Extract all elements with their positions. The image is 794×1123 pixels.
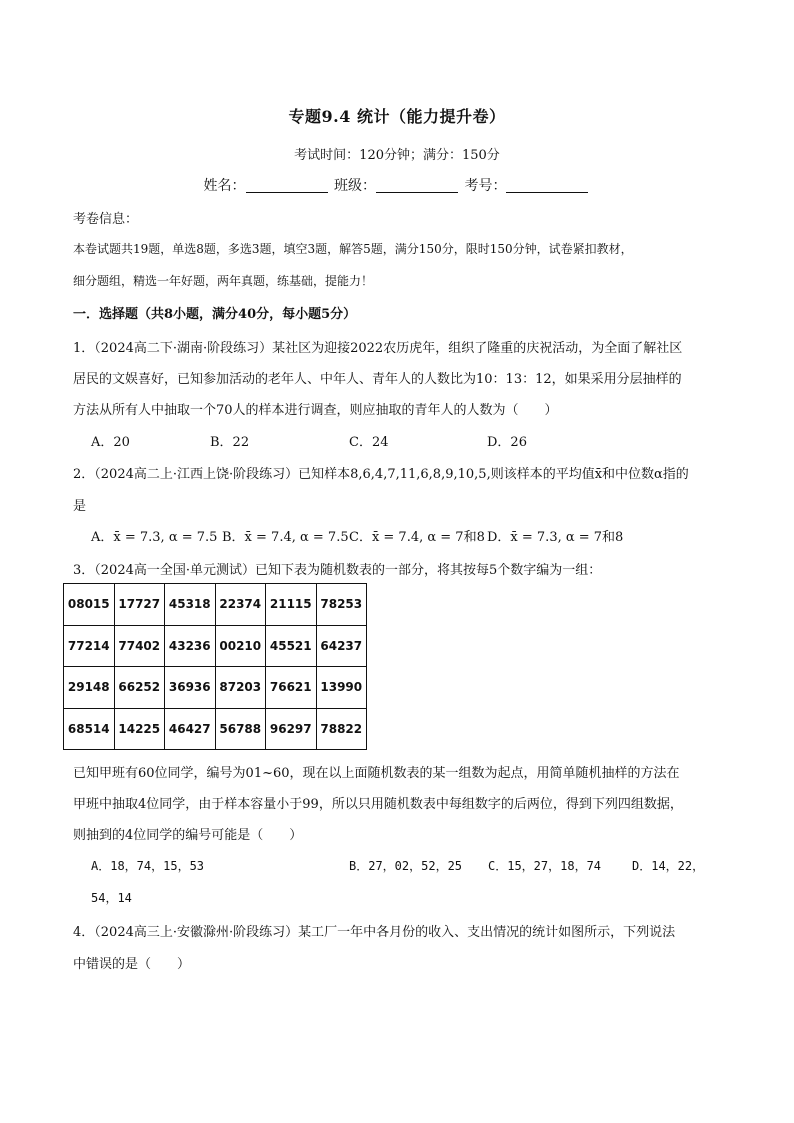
name-label: 姓名： xyxy=(203,178,246,194)
table-row xyxy=(64,625,367,667)
q2-option-c[interactable]: C．x̄ = 7.4, α = 7和8 xyxy=(349,530,485,545)
page-title: 专题9.4 统计（能力提升卷） xyxy=(288,107,506,126)
info-heading: 考卷信息： xyxy=(73,212,139,227)
q1-option-a[interactable]: A．20 xyxy=(91,435,130,450)
table-cell: 77214 xyxy=(64,625,115,667)
table-cell: 76621 xyxy=(266,667,317,709)
table-row xyxy=(64,667,367,709)
class-label: 班级： xyxy=(334,178,376,194)
table-cell: 96297 xyxy=(266,708,317,750)
table-cell: 22374 xyxy=(215,584,266,626)
q1-option-b[interactable]: B．22 xyxy=(210,435,250,450)
q2-option-b[interactable]: B．x̄ = 7.4, α = 7.5 xyxy=(222,530,349,545)
table-cell: 36936 xyxy=(165,667,216,709)
section-heading: 一．选择题（共8小题，满分40分，每小题5分） xyxy=(73,307,357,322)
q2-line-1: 2．（2024高二上·江西上饶·阶段练习）已知样本8,6,4,7,11,6,8,9,10,5,则该样本的平均值x̄和中位数α指的 xyxy=(73,467,689,482)
q3-option-c[interactable]: C．15，27，18，74 xyxy=(488,859,602,873)
q1-option-c[interactable]: C．24 xyxy=(349,435,389,450)
table-cell: 00210 xyxy=(215,625,266,667)
table-cell: 46427 xyxy=(165,708,216,750)
q3-line-2: 已知甲班有60位同学，编号为01~60，现在以上面随机数表的某一组数为起点，用简单随机抽样的方法在 xyxy=(73,766,680,781)
q2-line-2: 是 xyxy=(73,499,87,514)
table-cell: 66252 xyxy=(114,667,165,709)
exam-time: 考试时间：120分钟；满分：150分 xyxy=(294,148,500,163)
info-line-2: 细分题组，精选一年好题，两年真题，练基础，提能力！ xyxy=(73,274,374,288)
table-cell: 08015 xyxy=(64,584,115,626)
table-cell: 77402 xyxy=(114,625,165,667)
q1-line-1: 1．（2024高二下·湖南·阶段练习）某社区为迎接2022农历虎年，组织了隆重的庆祝活动，为全面了解社区 xyxy=(73,341,683,356)
table-cell: 87203 xyxy=(215,667,266,709)
table-cell: 56788 xyxy=(215,708,266,750)
q3-option-d[interactable]: D．14，22， xyxy=(632,859,705,873)
q1-line-3: 方法从所有人中抽取一个70人的样本进行调查，则应抽取的青年人的人数为（ ） xyxy=(73,403,558,418)
table-cell: 64237 xyxy=(316,625,367,667)
table-cell: 45521 xyxy=(266,625,317,667)
table-cell: 17727 xyxy=(114,584,165,626)
table-cell: 29148 xyxy=(64,667,115,709)
number-blank[interactable] xyxy=(506,178,588,193)
q4-line-2: 中错误的是（ ） xyxy=(73,957,191,972)
table-cell: 78253 xyxy=(316,584,367,626)
q3-line-4: 则抽到的4位同学的编号可能是（ ） xyxy=(73,828,303,843)
table-cell: 43236 xyxy=(165,625,216,667)
q1-option-d[interactable]: D．26 xyxy=(487,435,527,450)
table-row xyxy=(64,584,367,626)
q3-option-d-continued: 54，14 xyxy=(91,891,132,905)
table-cell: 13990 xyxy=(316,667,367,709)
q1-line-2: 居民的文娱喜好，已知参加活动的老年人、中年人、青年人的人数比为10：13：12，如果采用分层抽样的 xyxy=(73,372,682,387)
table-cell: 14225 xyxy=(114,708,165,750)
q3-option-b[interactable]: B．27，02，52，25 xyxy=(349,859,463,873)
info-line-1: 本卷试题共19题，单选8题，多选3题，填空3题，解答5题，满分150分，限时150分钟，试卷紧扣教材， xyxy=(73,242,633,256)
random-number-table xyxy=(63,583,367,750)
q3-line-1: 3．（2024高一全国·单元测试）已知下表为随机数表的一部分，将其按每5个数字编为一组： xyxy=(73,563,602,578)
student-info-row xyxy=(0,175,794,195)
table-row xyxy=(64,708,367,750)
class-blank[interactable] xyxy=(376,178,458,193)
q4-line-1: 4．（2024高三上·安徽滁州·阶段练习）某工厂一年中各月份的收入、支出情况的统计如图所示，下列说法 xyxy=(73,925,676,940)
name-blank[interactable] xyxy=(246,178,328,193)
q3-option-a[interactable]: A．18，74，15，53 xyxy=(91,859,205,873)
table-cell: 68514 xyxy=(64,708,115,750)
number-label: 考号： xyxy=(464,178,507,194)
q3-line-3: 甲班中抽取4位同学，由于样本容量小于99，所以只用随机数表中每组数字的后两位，得到下列四组数据， xyxy=(73,797,683,812)
table-cell: 45318 xyxy=(165,584,216,626)
q2-option-a[interactable]: A．x̄ = 7.3, α = 7.5 xyxy=(91,530,218,545)
table-cell: 78822 xyxy=(316,708,367,750)
q2-option-d[interactable]: D．x̄ = 7.3, α = 7和8 xyxy=(487,530,624,545)
table-cell: 21115 xyxy=(266,584,317,626)
